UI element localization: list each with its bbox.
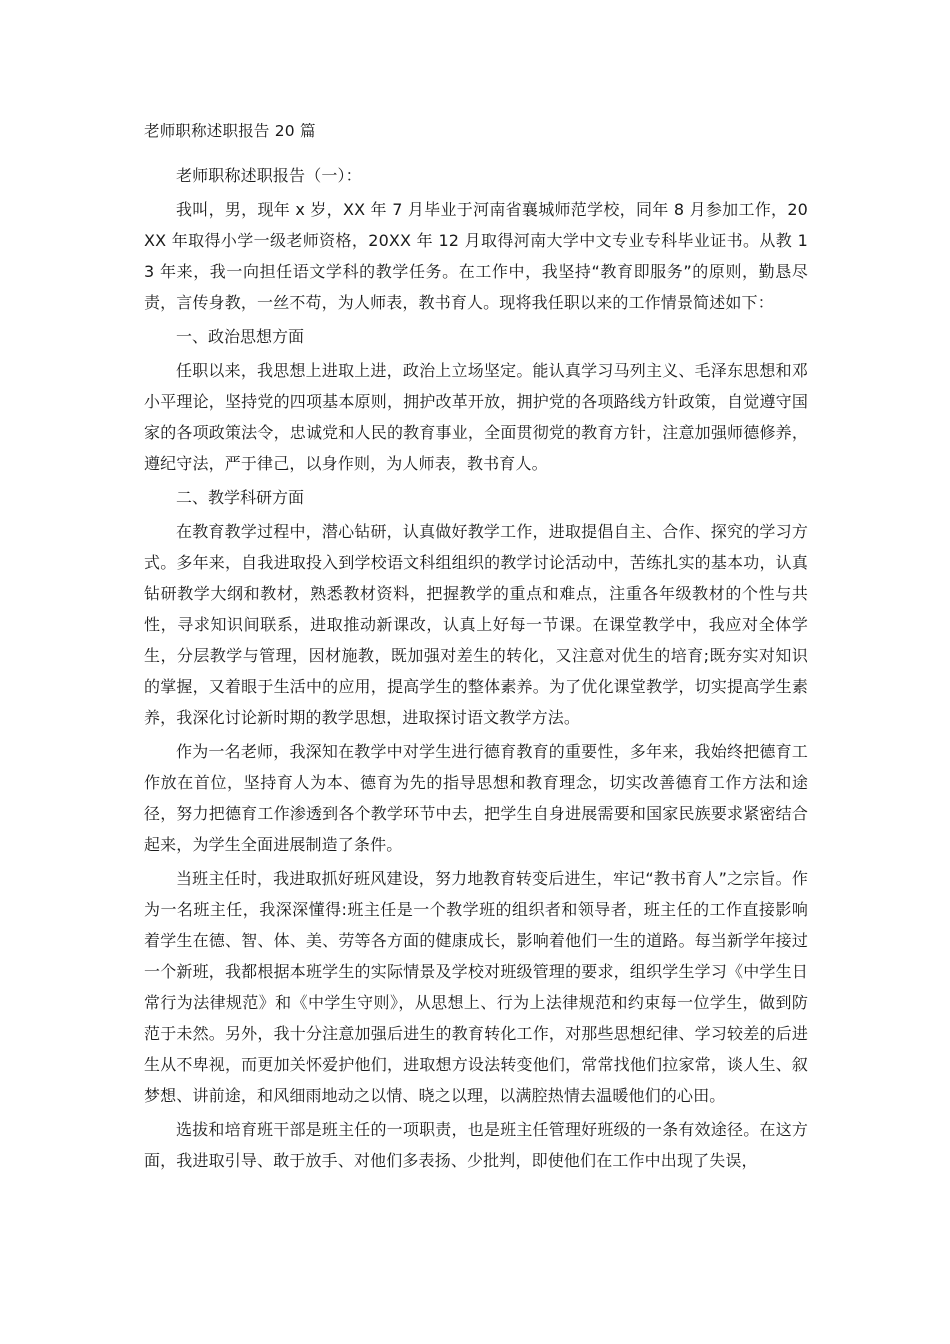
section-heading-teaching: 二、教学科研方面 [176, 488, 305, 507]
section-heading-politics: 一、政治思想方面 [176, 327, 305, 346]
paragraph-class-cadres: 选拔和培育班干部是班主任的一项职责，也是班主任管理好班级的一条有效途径。在这方面，我进取引导、敢于放手、对他们多表扬、少批判，即使他们在工作中出现了失误， [144, 1120, 808, 1170]
document-title: 老师职称述职报告 20 篇 [144, 122, 316, 140]
paragraph-teaching: 在教育教学过程中，潜心钻研，认真做好教学工作，进取提倡自主、合作、探究的学习方式。多年来，自我进取投入到学校语文科组组织的教学讨论活动中，苦练扎实的基本功，认真钻研教学大纲和教材，熟悉教材资料，把握教学的重点和难点，注重各年级教材的个性与共性，寻求知识间联系，进取推动新课改，认真上好每一节课。在课堂教学中，我应对全体学生，分层教学与管理，因材施教，既加强对差生的转化，又注意对优生的培育;既夯实对知识的掌握，又着眼于生活中的应用，提高学生的整体素养。为了优化课堂教学，切实提高学生素养，我深化讨论新时期的教学思想，进取探讨语文教学方法。 [144, 522, 808, 727]
paragraph-class-teacher: 当班主任时，我进取抓好班风建设，努力地教育转变后进生，牢记“教书育人”之宗旨。作为一名班主任，我深深懂得:班主任是一个教学班的组织者和领导者，班主任的工作直接影响着学生在德、智、体、美、劳等各方面的健康成长，影响着他们一生的道路。每当新学年接过一个新班，我都根据本班学生的实际情景及学校对班级管理的要求，组织学生学习《中学生日常行为法律规范》和《中学生守则》，从思想上、行为上法律规范和约束每一位学生，做到防范于未然。另外，我十分注意加强后进生的教育转化工作，对那些思想纪律、学习较差的后进生从不卑视，而更加关怀爱护他们，进取想方设法转变他们，常常找他们拉家常，谈人生、叙梦想、讲前途，和风细雨地动之以情、晓之以理，以满腔热情去温暖他们的心田。 [144, 869, 808, 1105]
paragraph-moral-education: 作为一名老师，我深知在教学中对学生进行德育教育的重要性，多年来，我始终把德育工作放在首位，坚持育人为本、德育为先的指导思想和教育理念，切实改善德育工作方法和途径，努力把德育工作渗透到各个教学环节中去，把学生自身进展需要和国家民族要求紧密结合起来，为学生全面进展制造了条件。 [144, 742, 808, 854]
document-page [144, 118, 808, 1179]
paragraph-politics: 任职以来，我思想上进取上进，政治上立场坚定。能认真学习马列主义、毛泽东思想和邓小平理论，坚持党的四项基本原则，拥护改革开放，拥护党的各项路线方针政策，自觉遵守国家的各项政策法令，忠诚党和人民的教育事业，全面贯彻党的教育方针，注意加强师德修养，遵纪守法，严于律己，以身作则，为人师表，教书育人。 [144, 361, 808, 473]
paragraph-intro: 我叫，男，现年 x 岁，XX 年 7 月毕业于河南省襄城师范学校，同年 8 月参加工作，20XX 年取得小学一级老师资格，20XX 年 12 月取得河南大学中文专业专科毕业证书。从教 13 年来，我一向担任语文学科的教学任务。在工作中，我坚持“教育即服务”的原则，勤恳尽责，言传身教，一丝不苟，为人师表，教书育人。现将我任职以来的工作情景简述如下： [144, 200, 808, 312]
report-subtitle: 老师职称述职报告（一）： [176, 166, 362, 185]
